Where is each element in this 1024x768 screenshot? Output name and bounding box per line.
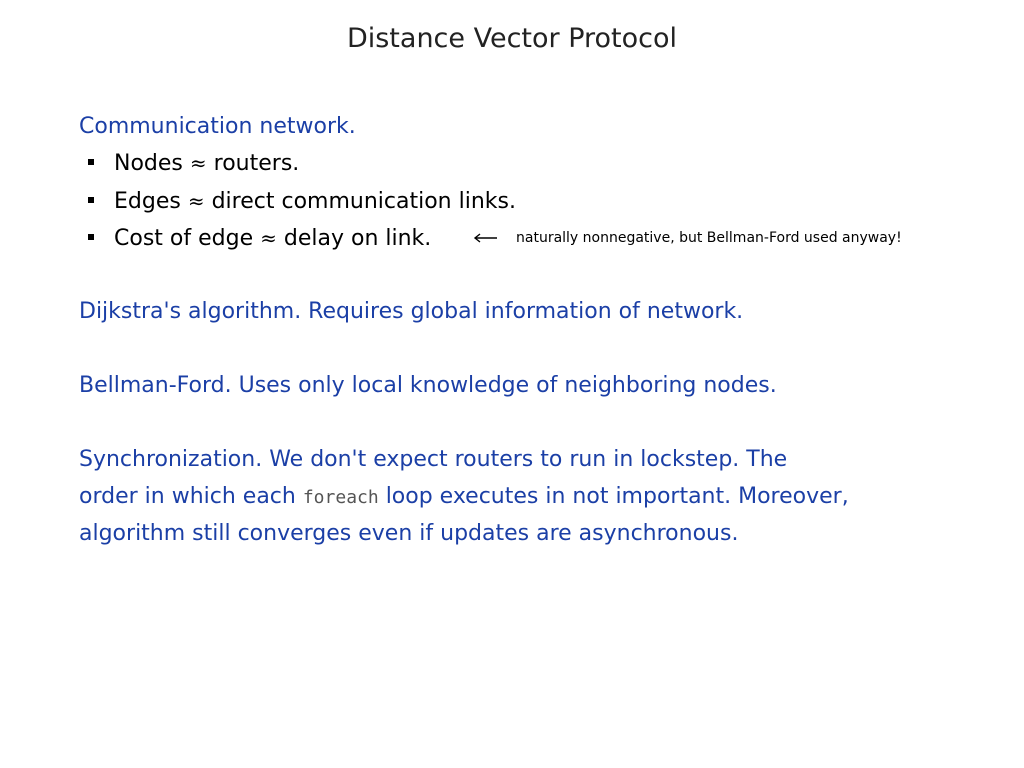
synchronization-line-2 [79, 482, 849, 513]
bullet-item-cost [88, 223, 431, 254]
bullet-text-after: delay on link. [283, 226, 432, 251]
bullet-text-after: direct communication links. [211, 189, 516, 214]
bullet-text-before: Cost of edge [114, 226, 254, 251]
bellman-ford-line: Bellman-Ford. Uses only local knowledge of neighboring nodes. [79, 373, 777, 398]
sync-line2-before: order in which each [79, 484, 303, 509]
bullet-square-icon [88, 197, 94, 203]
approx-symbol: ≈ [260, 226, 277, 250]
left-arrow-icon [472, 227, 498, 247]
bullet-item-edges [88, 186, 516, 217]
foreach-code: foreach [302, 487, 379, 508]
annotation-note: naturally nonnegative, but Bellman-Ford used anyway! [516, 230, 902, 246]
sync-line2-after: loop executes in not important. Moreover, [378, 484, 849, 509]
bullet-item-nodes [88, 148, 299, 179]
approx-symbol: ≈ [189, 151, 207, 175]
bullet-text-before: Edges [114, 189, 181, 214]
bullet-square-icon [88, 234, 94, 240]
bullet-square-icon [88, 159, 94, 165]
dijkstra-line: Dijkstra's algorithm. Requires global information of network. [79, 299, 744, 324]
slide-title: Distance Vector Protocol [346, 23, 678, 54]
communication-network-heading: Communication network. [79, 114, 356, 139]
synchronization-line-1: Synchronization. We don't expect routers to run in lockstep. The [79, 447, 788, 472]
bullet-text-after: routers. [213, 151, 300, 176]
approx-symbol: ≈ [187, 189, 205, 213]
synchronization-line-3: algorithm still converges even if updates are asynchronous. [79, 521, 739, 546]
bullet-text-before: Nodes [114, 151, 183, 176]
